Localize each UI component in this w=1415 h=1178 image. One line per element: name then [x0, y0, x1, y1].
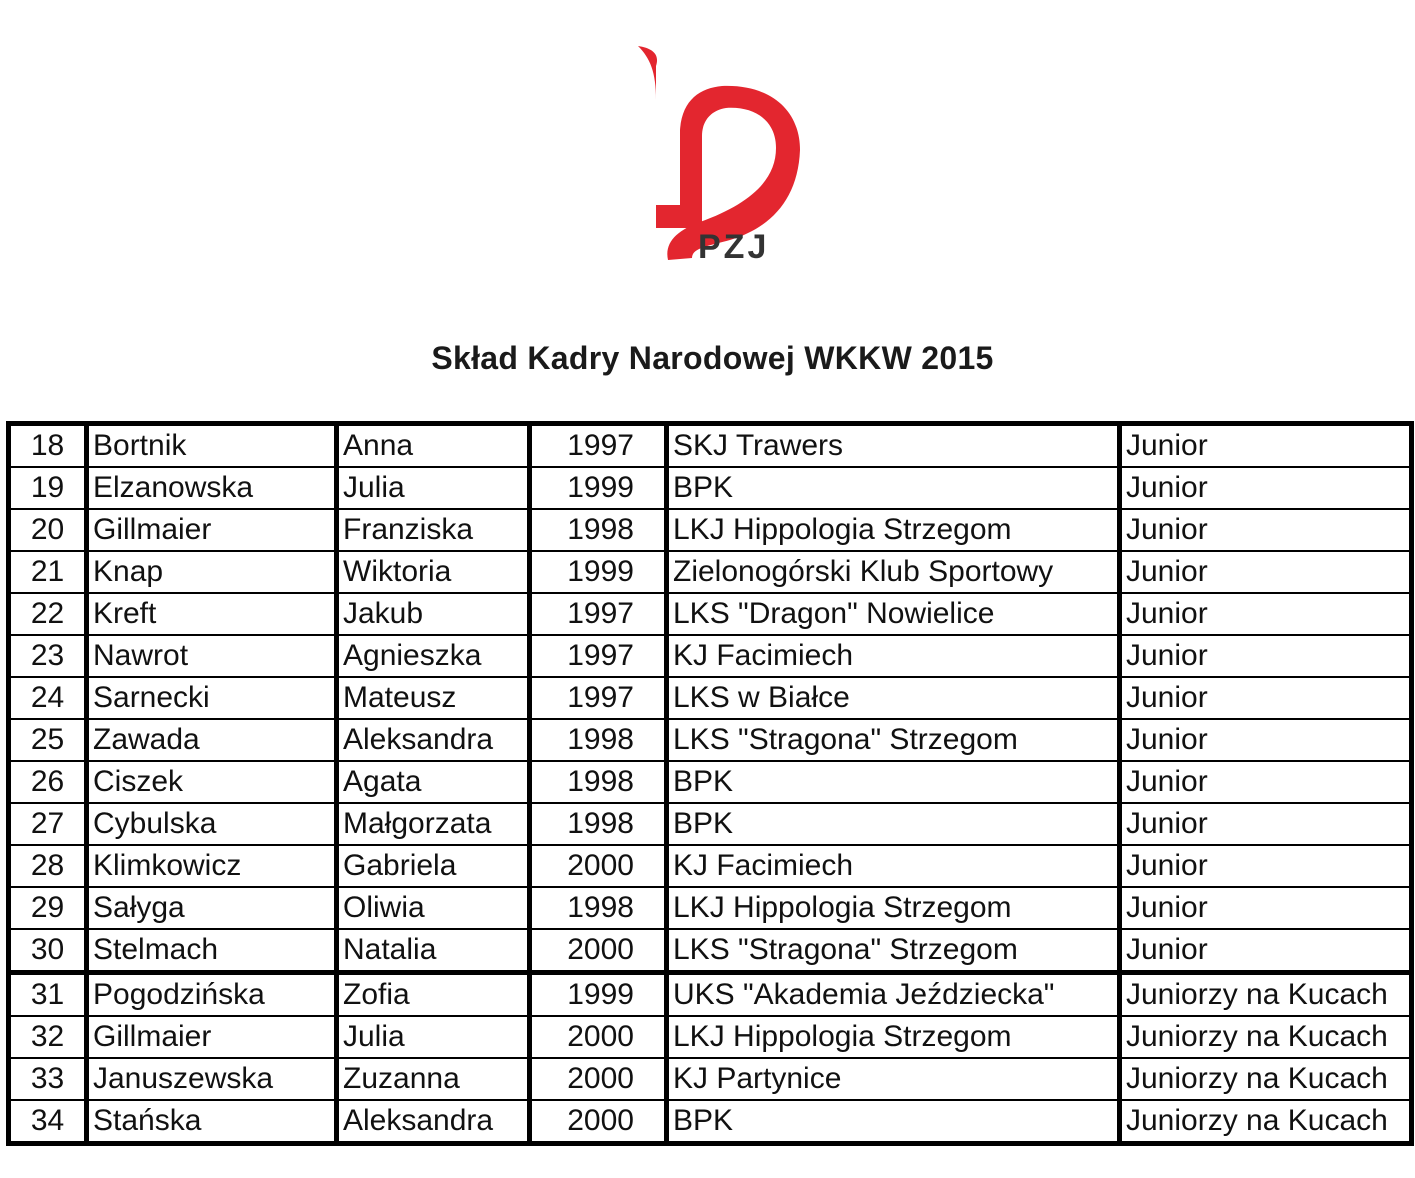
table-row: [9, 803, 1412, 845]
cell-club: LKJ Hippologia Strzegom: [667, 509, 1120, 551]
cell-first-name: Julia: [337, 467, 530, 509]
cell-surname: Gillmaier: [87, 1016, 337, 1058]
cell-first-name: Zofia: [337, 973, 530, 1017]
cell-category: Juniorzy na Kucach: [1120, 1100, 1412, 1144]
cell-birth-year: 1997: [530, 677, 667, 719]
cell-birth-year: 1997: [530, 424, 667, 468]
cell-number: 24: [9, 677, 87, 719]
cell-category: Junior: [1120, 593, 1412, 635]
cell-club: LKJ Hippologia Strzegom: [667, 887, 1120, 929]
cell-category: Junior: [1120, 551, 1412, 593]
cell-first-name: Aleksandra: [337, 719, 530, 761]
cell-birth-year: 2000: [530, 1016, 667, 1058]
cell-club: BPK: [667, 803, 1120, 845]
cell-club: LKJ Hippologia Strzegom: [667, 1016, 1120, 1058]
cell-birth-year: 1999: [530, 973, 667, 1017]
cell-surname: Gillmaier: [87, 509, 337, 551]
cell-first-name: Anna: [337, 424, 530, 468]
table-row: [9, 929, 1412, 973]
cell-birth-year: 2000: [530, 929, 667, 973]
cell-category: Junior: [1120, 803, 1412, 845]
cell-number: 33: [9, 1058, 87, 1100]
cell-category: Junior: [1120, 635, 1412, 677]
cell-surname: Bortnik: [87, 424, 337, 468]
cell-birth-year: 1997: [530, 635, 667, 677]
cell-number: 30: [9, 929, 87, 973]
cell-club: UKS "Akademia Jeździecka": [667, 973, 1120, 1017]
cell-surname: Cybulska: [87, 803, 337, 845]
cell-number: 22: [9, 593, 87, 635]
cell-surname: Stelmach: [87, 929, 337, 973]
roster-table: [6, 421, 1414, 1146]
cell-birth-year: 1998: [530, 803, 667, 845]
cell-number: 21: [9, 551, 87, 593]
table-row: [9, 593, 1412, 635]
table-row: [9, 635, 1412, 677]
cell-surname: Knap: [87, 551, 337, 593]
cell-category: Junior: [1120, 887, 1412, 929]
cell-first-name: Mateusz: [337, 677, 530, 719]
cell-birth-year: 1999: [530, 467, 667, 509]
table-row: [9, 509, 1412, 551]
cell-number: 27: [9, 803, 87, 845]
pzj-logo: [630, 40, 810, 270]
cell-number: 28: [9, 845, 87, 887]
cell-category: Juniorzy na Kucach: [1120, 1058, 1412, 1100]
cell-birth-year: 2000: [530, 1058, 667, 1100]
cell-club: KJ Facimiech: [667, 635, 1120, 677]
cell-birth-year: 1998: [530, 887, 667, 929]
cell-surname: Sarnecki: [87, 677, 337, 719]
cell-number: 29: [9, 887, 87, 929]
table-row: [9, 1100, 1412, 1144]
cell-club: LKS w Białce: [667, 677, 1120, 719]
cell-category: Junior: [1120, 761, 1412, 803]
cell-club: Zielonogórski Klub Sportowy: [667, 551, 1120, 593]
cell-club: KJ Facimiech: [667, 845, 1120, 887]
cell-category: Junior: [1120, 845, 1412, 887]
table-row: [9, 677, 1412, 719]
roster-body: [9, 424, 1412, 1144]
cell-first-name: Małgorzata: [337, 803, 530, 845]
cell-surname: Zawada: [87, 719, 337, 761]
table-row: [9, 887, 1412, 929]
page-title: Skład Kadry Narodowej WKKW 2015: [431, 340, 994, 376]
cell-number: 25: [9, 719, 87, 761]
table-row: [9, 761, 1412, 803]
table-row: [9, 719, 1412, 761]
cell-first-name: Oliwia: [337, 887, 530, 929]
cell-club: KJ Partynice: [667, 1058, 1120, 1100]
cell-surname: Elzanowska: [87, 467, 337, 509]
cell-surname: Pogodzińska: [87, 973, 337, 1017]
cell-club: BPK: [667, 1100, 1120, 1144]
cell-first-name: Natalia: [337, 929, 530, 973]
cell-first-name: Aleksandra: [337, 1100, 530, 1144]
cell-birth-year: 1998: [530, 761, 667, 803]
cell-club: LKS "Dragon" Nowielice: [667, 593, 1120, 635]
cell-club: LKS "Stragona" Strzegom: [667, 719, 1120, 761]
table-row: [9, 424, 1412, 468]
cell-category: Junior: [1120, 719, 1412, 761]
logo-text: PZJ: [698, 228, 770, 266]
cell-first-name: Agnieszka: [337, 635, 530, 677]
cell-surname: Kreft: [87, 593, 337, 635]
table-row: [9, 467, 1412, 509]
cell-category: Juniorzy na Kucach: [1120, 1016, 1412, 1058]
cell-first-name: Gabriela: [337, 845, 530, 887]
cell-category: Junior: [1120, 424, 1412, 468]
cell-category: Junior: [1120, 467, 1412, 509]
cell-birth-year: 1998: [530, 719, 667, 761]
cell-first-name: Wiktoria: [337, 551, 530, 593]
cell-club: SKJ Trawers: [667, 424, 1120, 468]
cell-number: 32: [9, 1016, 87, 1058]
cell-surname: Ciszek: [87, 761, 337, 803]
cell-first-name: Agata: [337, 761, 530, 803]
cell-club: LKS "Stragona" Strzegom: [667, 929, 1120, 973]
cell-birth-year: 1997: [530, 593, 667, 635]
cell-birth-year: 1999: [530, 551, 667, 593]
table-row: [9, 1058, 1412, 1100]
cell-number: 26: [9, 761, 87, 803]
cell-number: 23: [9, 635, 87, 677]
cell-category: Junior: [1120, 929, 1412, 973]
cell-surname: Klimkowicz: [87, 845, 337, 887]
cell-surname: Januszewska: [87, 1058, 337, 1100]
cell-birth-year: 2000: [530, 845, 667, 887]
cell-surname: Sałyga: [87, 887, 337, 929]
roster-table-wrapper: [6, 421, 1409, 1146]
cell-club: BPK: [667, 467, 1120, 509]
table-row: [9, 973, 1412, 1017]
cell-birth-year: 2000: [530, 1100, 667, 1144]
cell-number: 19: [9, 467, 87, 509]
cell-category: Junior: [1120, 677, 1412, 719]
cell-category: Junior: [1120, 509, 1412, 551]
cell-number: 31: [9, 973, 87, 1017]
cell-first-name: Franziska: [337, 509, 530, 551]
cell-club: BPK: [667, 761, 1120, 803]
cell-first-name: Julia: [337, 1016, 530, 1058]
cell-number: 34: [9, 1100, 87, 1144]
cell-surname: Stańska: [87, 1100, 337, 1144]
table-row: [9, 551, 1412, 593]
cell-number: 18: [9, 424, 87, 468]
cell-birth-year: 1998: [530, 509, 667, 551]
cell-first-name: Jakub: [337, 593, 530, 635]
cell-category: Juniorzy na Kucach: [1120, 973, 1412, 1017]
cell-number: 20: [9, 509, 87, 551]
cell-surname: Nawrot: [87, 635, 337, 677]
table-row: [9, 1016, 1412, 1058]
cell-first-name: Zuzanna: [337, 1058, 530, 1100]
table-row: [9, 845, 1412, 887]
